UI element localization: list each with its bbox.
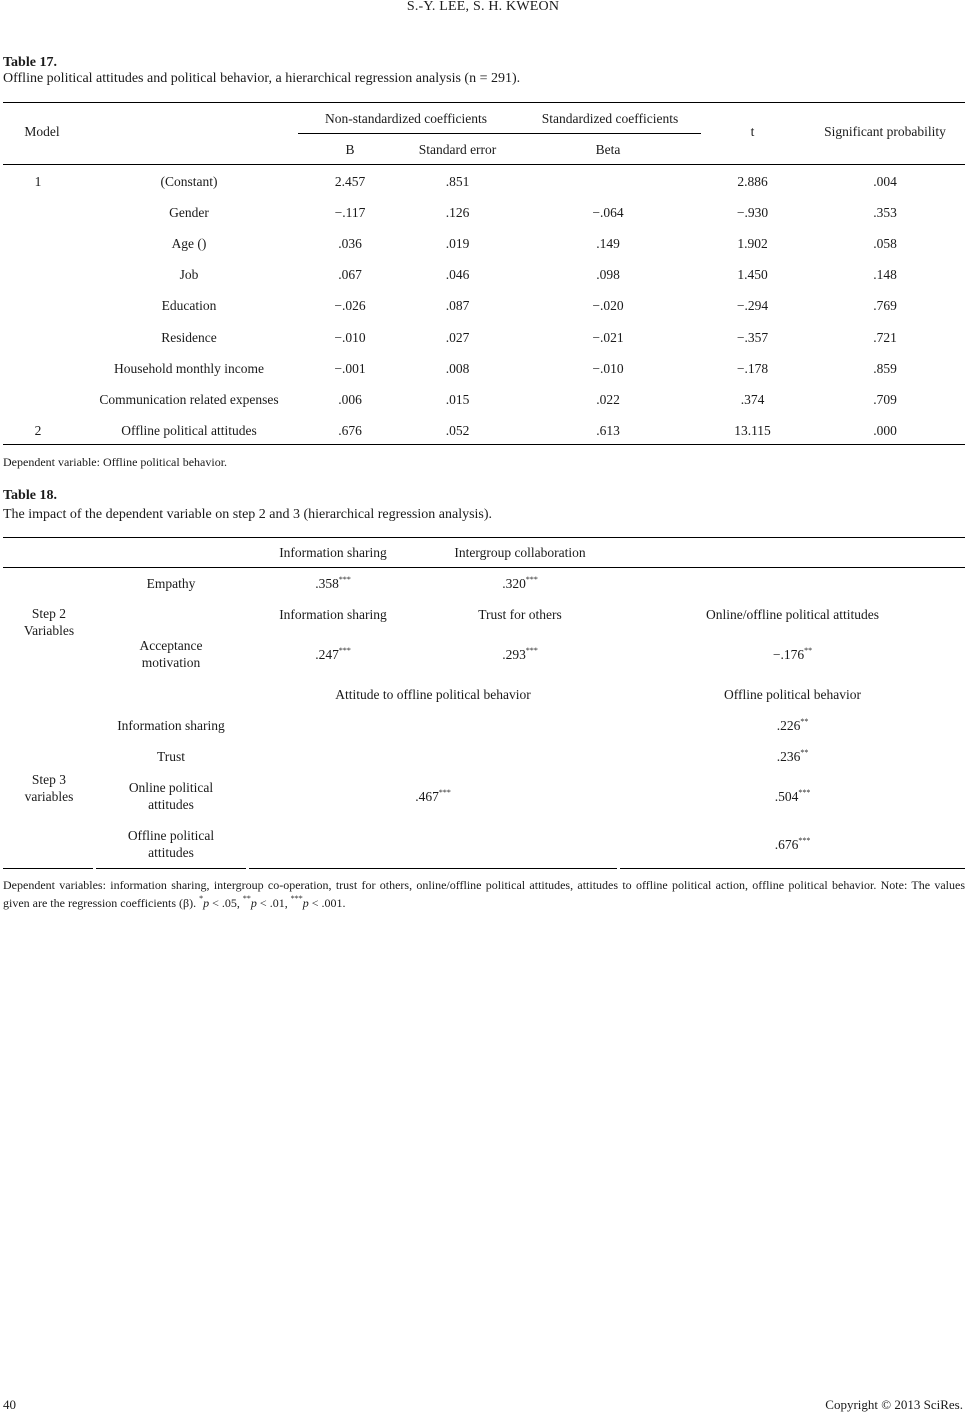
cell-se: .851 xyxy=(445,174,470,189)
cell-t: 1.902 xyxy=(737,236,768,252)
table-18-caption: The impact of the dependent variable on step 2 and 3 (hierarchical regression analysis). xyxy=(3,507,493,522)
sig-level-3 xyxy=(291,896,346,910)
cell-t: .374 xyxy=(740,391,765,407)
empathy-label: Empathy xyxy=(146,576,196,591)
step-2-label xyxy=(3,605,95,639)
page-number: 40 xyxy=(3,1397,16,1412)
cell-se: .027 xyxy=(445,329,470,345)
cell-se: .052 xyxy=(445,422,470,438)
cell-sig: .353 xyxy=(873,205,897,221)
acceptance-value-3: −.176 xyxy=(772,647,805,662)
header-t: t xyxy=(750,124,755,139)
cell-model: 1 xyxy=(34,174,42,189)
sig-level-1-p: p xyxy=(203,896,210,910)
table-17-caption: Offline political attitudes and political behavior, a hierarchical regression analysis (n = 291). xyxy=(3,71,521,86)
acceptance-online-offline-attitudes xyxy=(620,646,965,663)
table-17-bottom-rule xyxy=(3,444,965,445)
subhead-online-offline-attitudes: Online/offline political attitudes xyxy=(706,607,879,622)
subhead-information-sharing: Information sharing xyxy=(279,607,387,622)
cell-var: Gender xyxy=(169,205,209,221)
merged-number: .467 xyxy=(415,789,439,804)
acceptance-value-2: .293 xyxy=(502,647,526,662)
cell-sig: .058 xyxy=(873,236,897,252)
sig-level-2-mark: ** xyxy=(242,894,251,903)
cell-sig: .004 xyxy=(873,174,897,189)
step-3-label-line-1: Step 3 xyxy=(31,772,67,787)
cell-t: 13.115 xyxy=(734,422,771,438)
cell-b: .006 xyxy=(338,391,362,407)
trust-value xyxy=(620,748,965,765)
acceptance-value-1: .247 xyxy=(315,647,339,662)
sig-level-1-text: < .05, xyxy=(209,896,243,910)
cell-var: Household monthly income xyxy=(114,360,264,376)
step-2-label-line-2: Variables xyxy=(23,623,75,638)
cell-beta: −.020 xyxy=(592,298,624,314)
sig-level-2-p: p xyxy=(250,896,257,910)
acceptance-sig-2: *** xyxy=(525,646,538,655)
online-attitudes-label-line-2: attitudes xyxy=(148,797,194,812)
acceptance-sig-3: ** xyxy=(804,646,813,655)
acceptance-information-sharing xyxy=(248,646,418,663)
cell-sig: .709 xyxy=(873,391,897,407)
cell-sig: .859 xyxy=(873,360,897,376)
cell-se: .019 xyxy=(445,236,470,252)
cell-sig: .721 xyxy=(873,329,897,345)
info-sharing-value xyxy=(620,717,965,734)
t18-bottom-rule-1 xyxy=(3,868,93,869)
table-18-header-rule xyxy=(3,567,965,568)
subhead-trust-for-others: Trust for others xyxy=(478,607,562,622)
cell-t: 1.450 xyxy=(737,267,768,283)
info-sharing-number: .226 xyxy=(776,718,801,733)
online-attitudes-sig: *** xyxy=(798,788,811,797)
cell-b: .067 xyxy=(338,267,362,283)
online-attitudes-number: .504 xyxy=(774,789,799,804)
empathy-sig-2: *** xyxy=(525,575,538,584)
cell-se: .015 xyxy=(445,391,470,407)
cell-beta: .149 xyxy=(596,236,620,252)
table-18-note-text: Dependent variables: information sharing, intergroup co-operation, trust for others, online/offline political attitudes, attitudes to offline political action, offline political behavior. Note: The values given are the regression coefficients (β). xyxy=(3,878,965,910)
sig-level-3-p: p xyxy=(302,896,309,910)
table-18-top-rule xyxy=(3,537,965,538)
table-18-note xyxy=(3,876,965,912)
online-attitudes-value xyxy=(620,788,965,805)
empathy-information-sharing xyxy=(248,575,418,592)
info-sharing-label: Information sharing xyxy=(117,718,225,733)
cell-b: −.010 xyxy=(334,329,366,345)
sig-level-1 xyxy=(199,896,243,910)
cell-beta: .613 xyxy=(596,422,620,438)
offline-attitudes-label-line-1: Offline political xyxy=(127,828,215,843)
cell-beta: −.021 xyxy=(592,329,624,345)
offline-attitudes-value xyxy=(620,836,965,853)
t18-bottom-rule-4 xyxy=(620,868,965,869)
online-attitudes-label xyxy=(95,779,247,813)
header-significance: Significant probability xyxy=(824,124,946,139)
acceptance-label-line-1: Acceptance xyxy=(139,638,203,653)
cell-var: (Constant) xyxy=(160,174,218,189)
cell-b: −.001 xyxy=(334,360,366,376)
header-standardized: Standardized coefficients xyxy=(541,111,679,126)
offline-attitudes-label-line-2: attitudes xyxy=(148,845,194,860)
cell-se: .008 xyxy=(445,360,470,376)
cell-b: −.117 xyxy=(334,205,366,221)
cell-b: 2.457 xyxy=(334,174,366,189)
header-model: Model xyxy=(24,124,60,139)
merged-attitude-value xyxy=(248,788,618,805)
step-3-head-offline-behavior: Offline political behavior xyxy=(724,687,861,702)
step-3-head-attitude: Attitude to offline political behavior xyxy=(335,687,531,702)
merged-sig: *** xyxy=(438,788,451,797)
cell-se: .046 xyxy=(445,267,470,283)
cell-var: Communication related expenses xyxy=(99,391,279,407)
cell-se: .087 xyxy=(445,298,470,314)
info-sharing-sig: ** xyxy=(800,717,809,726)
t18-head-intergroup-collaboration: Intergroup collaboration xyxy=(454,545,586,560)
cell-beta: .098 xyxy=(596,267,620,283)
sig-level-3-mark: *** xyxy=(290,894,303,903)
sig-level-2-text: < .01, xyxy=(256,896,291,910)
sig-level-1-mark: * xyxy=(199,894,204,903)
cell-beta: −.064 xyxy=(592,205,624,221)
empathy-sig-1: *** xyxy=(338,575,351,584)
cell-t: −.357 xyxy=(736,329,769,345)
cell-var: Job xyxy=(179,267,199,283)
cell-var: Education xyxy=(161,298,217,314)
trust-number: .236 xyxy=(776,749,801,764)
cell-model: 2 xyxy=(34,422,42,438)
trust-sig: ** xyxy=(800,748,809,757)
table-17-top-rule xyxy=(3,102,965,103)
step-3-label-line-2: variables xyxy=(24,789,74,804)
empathy-intergroup-collaboration xyxy=(420,575,620,592)
running-header: S.-Y. LEE, S. H. KWEON xyxy=(406,0,560,14)
trust-label: Trust xyxy=(156,749,186,764)
acceptance-sig-1: *** xyxy=(338,646,351,655)
offline-attitudes-label xyxy=(95,827,247,861)
cell-t: −.294 xyxy=(736,298,769,314)
offline-attitudes-sig: *** xyxy=(798,836,811,845)
header-standard-error: Standard error xyxy=(418,142,497,157)
cell-beta: −.010 xyxy=(592,360,624,376)
table-17-label: Table 17. xyxy=(3,55,57,70)
step-3-label xyxy=(3,771,95,805)
cell-t: 2.886 xyxy=(737,174,768,189)
cell-sig: .000 xyxy=(873,422,897,438)
cell-t: −.178 xyxy=(736,360,769,376)
copyright: Copyright © 2013 SciRes. xyxy=(825,1397,963,1412)
step-2-label-line-1: Step 2 xyxy=(31,606,67,621)
cell-var: Age () xyxy=(171,236,207,252)
table-17-header-rule xyxy=(3,164,965,165)
table-18-label: Table 18. xyxy=(3,488,57,503)
empathy-value-1: .358 xyxy=(315,576,339,591)
cell-b: .036 xyxy=(338,236,362,252)
t18-bottom-rule-2 xyxy=(96,868,246,869)
cell-t: −.930 xyxy=(736,205,769,221)
cell-beta: .022 xyxy=(596,391,620,407)
empathy-value-2: .320 xyxy=(502,576,526,591)
cell-sig: .769 xyxy=(873,298,897,314)
cell-b: .676 xyxy=(338,422,362,438)
sig-level-2 xyxy=(243,896,291,910)
cell-var: Offline political attitudes xyxy=(121,422,257,438)
cell-sig: .148 xyxy=(873,267,897,283)
table-17-note: Dependent variable: Offline political behavior. xyxy=(3,455,228,469)
cell-se: .126 xyxy=(445,205,470,221)
acceptance-motivation-label xyxy=(95,637,247,671)
t18-bottom-rule-3 xyxy=(249,868,617,869)
sig-level-3-text: < .001. xyxy=(308,896,346,910)
header-b: B xyxy=(345,142,355,157)
header-beta: Beta xyxy=(595,142,621,157)
acceptance-label-line-2: motivation xyxy=(141,655,201,670)
header-non-standardized: Non-standardized coefficients xyxy=(324,111,488,126)
cell-b: −.026 xyxy=(334,298,366,314)
header-sub-rule xyxy=(298,133,701,134)
offline-attitudes-number: .676 xyxy=(774,837,799,852)
t18-head-information-sharing: Information sharing xyxy=(279,545,387,560)
online-attitudes-label-line-1: Online political xyxy=(128,780,214,795)
cell-var: Residence xyxy=(161,329,217,345)
acceptance-trust-for-others xyxy=(420,646,620,663)
